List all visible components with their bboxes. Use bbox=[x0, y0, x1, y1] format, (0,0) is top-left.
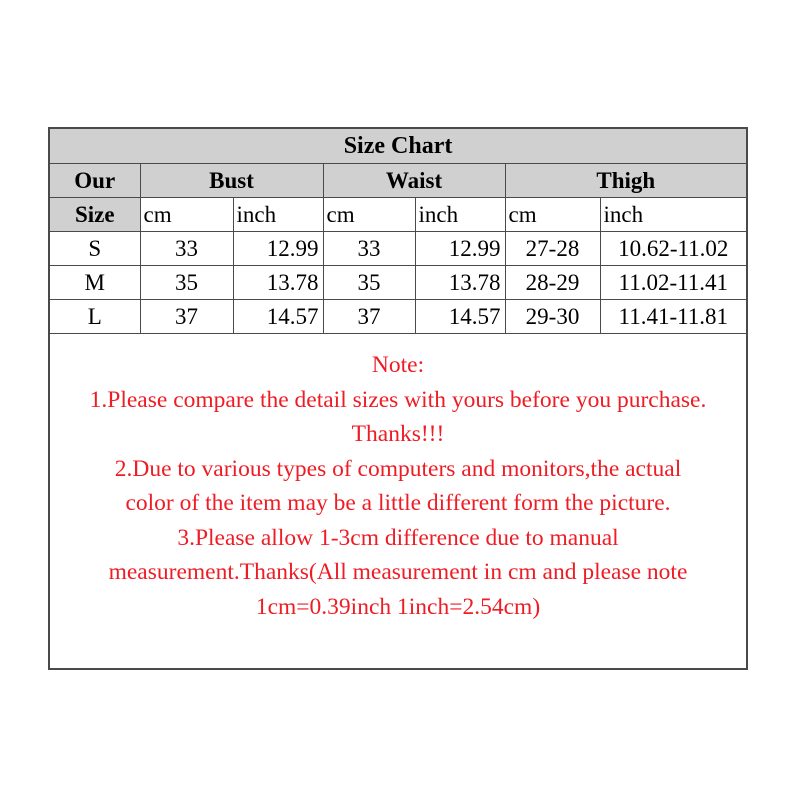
note-line: 1cm=0.39inch 1inch=2.54cm) bbox=[255, 593, 541, 620]
unit-header: inch bbox=[233, 197, 323, 231]
table-cell: 33 bbox=[140, 231, 233, 265]
unit-header: cm bbox=[323, 197, 415, 231]
waist-header: Waist bbox=[323, 163, 505, 197]
unit-header: inch bbox=[600, 197, 746, 231]
our-size-header-line2: Size bbox=[50, 197, 140, 231]
table-cell: 37 bbox=[140, 299, 233, 333]
table-cell: 35 bbox=[140, 265, 233, 299]
note-line: 3.Please allow 1-3cm difference due to manual bbox=[177, 524, 619, 551]
table-cell: 11.02-11.41 bbox=[600, 265, 746, 299]
size-chart-table bbox=[50, 129, 746, 334]
bust-header: Bust bbox=[140, 163, 323, 197]
table-cell: 11.41-11.81 bbox=[600, 299, 746, 333]
unit-header: cm bbox=[505, 197, 600, 231]
note-line: 1.Please compare the detail sizes with yours before you purchase. bbox=[89, 386, 707, 413]
table-cell: 28-29 bbox=[505, 265, 600, 299]
table-cell: 37 bbox=[323, 299, 415, 333]
table-cell: 27-28 bbox=[505, 231, 600, 265]
size-label: M bbox=[50, 265, 140, 299]
size-label: L bbox=[50, 299, 140, 333]
table-cell: 33 bbox=[323, 231, 415, 265]
unit-header: inch bbox=[415, 197, 505, 231]
note-line: color of the item may be a little different form the picture. bbox=[125, 490, 671, 516]
note-line: 2.Due to various types of computers and monitors,the actual bbox=[114, 455, 682, 482]
notes-section bbox=[50, 348, 746, 668]
table-cell: 10.62-11.02 bbox=[600, 231, 746, 265]
note-heading: Note: bbox=[371, 352, 425, 378]
table-row bbox=[50, 265, 746, 299]
thigh-header: Thigh bbox=[505, 163, 746, 197]
table-cell: 14.57 bbox=[233, 299, 323, 333]
note-line: Thanks!!! bbox=[351, 421, 445, 447]
note-line: measurement.Thanks(All measurement in cm and please note bbox=[108, 559, 688, 585]
table-row bbox=[50, 299, 746, 333]
table-cell: 12.99 bbox=[415, 231, 505, 265]
size-label: S bbox=[50, 231, 140, 265]
size-chart-frame bbox=[48, 127, 748, 670]
unit-header: cm bbox=[140, 197, 233, 231]
table-row bbox=[50, 231, 746, 265]
table-cell: 13.78 bbox=[415, 265, 505, 299]
table-cell: 13.78 bbox=[233, 265, 323, 299]
table-cell: 29-30 bbox=[505, 299, 600, 333]
table-cell: 14.57 bbox=[415, 299, 505, 333]
table-cell: 12.99 bbox=[233, 231, 323, 265]
our-size-header-line1: Our bbox=[50, 163, 140, 197]
table-title: Size Chart bbox=[50, 129, 746, 163]
table-cell: 35 bbox=[323, 265, 415, 299]
